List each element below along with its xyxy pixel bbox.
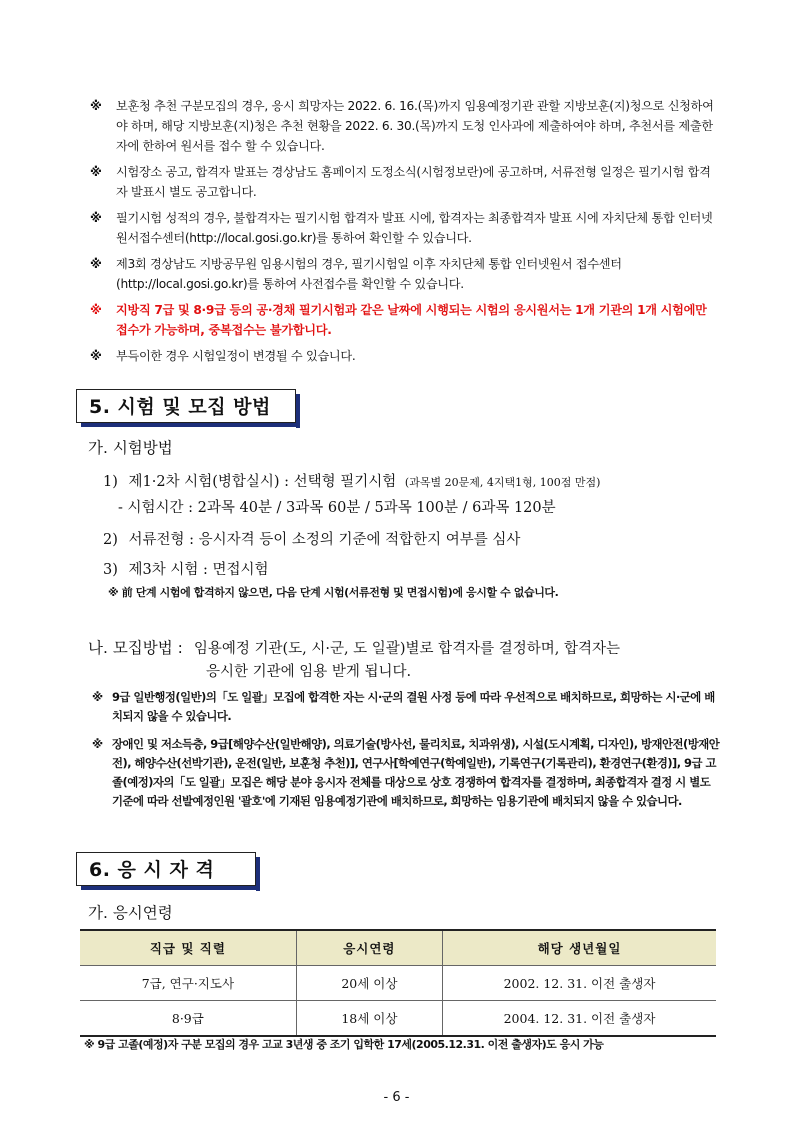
item-detail: (과목별 20문제, 4지택1형, 100점 만점) [404,476,601,489]
note-scores [90,208,720,248]
section-6-heading: 6. 응 시 자 격 [76,852,256,886]
table-cell: 8·9급 [80,1001,296,1037]
exam-item-3 [103,558,269,579]
note-general-admin [92,688,720,726]
item-number: 3) [103,562,118,578]
page-number: - 6 - [383,1090,410,1105]
item-number: 1) [103,474,118,490]
column-header: 직급 및 직렬 [80,930,296,966]
exam-item-2 [103,528,520,549]
note-mark: ※ [90,257,102,271]
recruit-method-line-2: 응시한 기관에 임용 받게 됩니다. [206,664,412,680]
note-text: 장애인 및 저소득층, 9급[해양수산(일반해양), 의료기술(방사선, 물리치료, 치과위생), 시설(도시계획, 디자인), 방재안전(방재안전), 해양수산(선박기관), 운전(일반, 보훈청 추천)], 연구사[학예연구(학예일반), 기록연구(기록관리), 환경연구(환경)], 9급 고졸(예정)자의「도 일괄」모집은 해당 분야 응시자 전체를 대상으로 상호 경쟁하여 합격자를 결정하며, 최종합격자 결정 시 별도 기준에 따라 선발예정인원 '괄호'에 기재된 임용예정기관에 배치하므로, 희망하는 임용기관에 배치되지 않을 수 있습니다. [112,737,720,808]
exam-item-1 [103,470,600,491]
table-cell: 2002. 12. 31. 이전 출생자 [443,966,717,1001]
item-text: 제1·2차 시험(병합실시) : 선택형 필기시험 [128,474,397,490]
note-text: 9급 일반행정(일반)의「도 일괄」모집에 합격한 자는 시·군의 결원 사정 등에 따라 우선적으로 배치하므로, 희망하는 시·군에 배치되지 않을 수 있습니다. [112,690,715,723]
recruit-method-text: 임용예정 기관(도, 시·군, 도 일괄)별로 합격자를 결정하며, 합격자는 [193,641,621,657]
note-mark: ※ [90,303,102,317]
table-row [80,1001,716,1037]
exam-time-line: - 시험시간 : 2과목 40분 / 3과목 60분 / 5과목 100분 / 6과목 120분 [118,500,556,516]
note-mark: ※ [92,737,103,751]
note-mark: ※ [90,211,102,225]
exam-stage-note: ※ 前 단계 시험에 합격하지 않으면, 다음 단계 시험(서류전형 및 면접시험)에 응시할 수 없습니다. [108,586,559,599]
age-table [80,929,716,1037]
table-cell: 18세 이상 [296,1001,442,1037]
item-text: 제3차 시험 : 면접시험 [128,562,269,578]
note-text: 제3회 경상남도 지방공무원 임용시험의 경우, 필기시험일 이후 자치단체 통합 인터넷원서 접수센터(http://local.gosi.go.kr)를 통하여 사전접수를 확인할 수 있습니다. [116,257,622,291]
note-schedule-change [90,346,720,366]
note-mark: ※ [90,349,102,363]
note-mark: ※ [90,165,102,179]
note-text: 시험장소 공고, 합격자 발표는 경상남도 홈페이지 도정소식(시험정보란)에 공고하며, 서류전형 일정은 필기시험 합격자 발표시 별도 공고합니다. [116,165,711,199]
note-text: 지방직 7급 및 8·9급 등의 공·경채 필기시험과 같은 날짜에 시행되는 시험의 응시원서는 1개 기관의 1개 시험에만 접수가 가능하며, 중복접수는 불가합니다. [116,303,707,337]
table-cell: 7급, 연구·지도사 [80,966,296,1001]
notice-list [90,96,720,372]
subheading-exam-method: 가. 시험방법 [88,439,173,457]
note-duplicate-warning [90,300,720,340]
note-venue [90,162,720,202]
note-mark: ※ [92,690,103,704]
note-text: 부득이한 경우 시험일정이 변경될 수 있습니다. [116,349,356,363]
table-cell: 20세 이상 [296,966,442,1001]
column-header: 해당 생년월일 [443,930,717,966]
table-header-row [80,930,716,966]
note-province-bulk [92,735,720,811]
recruit-method-line-1 [88,636,620,658]
section-5-heading: 5. 시험 및 모집 방법 [76,389,296,423]
subheading-age: 가. 응시연령 [88,904,173,922]
item-number: 2) [103,532,118,548]
age-foot-note: ※ 9급 고졸(예정)자 구분 모집의 경우 고교 3년생 중 조기 입학한 17세(2005.12.31. 이전 출생자)도 응시 가능 [84,1038,604,1051]
item-text: 서류전형 : 응시자격 등이 소정의 기준에 적합한지 여부를 심사 [128,532,521,548]
note-text: 필기시험 성적의 경우, 불합격자는 필기시험 합격자 발표 시에, 합격자는 최종합격자 발표 시에 자치단체 통합 인터넷원서접수센터(http://local.gosi.go.kr)를 통하여 확인할 수 있습니다. [116,211,713,245]
note-veterans [90,96,720,156]
table-cell: 2004. 12. 31. 이전 출생자 [443,1001,717,1037]
column-header: 응시연령 [296,930,442,966]
table-row [80,966,716,1001]
subheading-recruit-method: 나. 모집방법 : [88,639,183,657]
note-text: 보훈청 추천 구분모집의 경우, 응시 희망자는 2022. 6. 16.(목)까지 임용예정기관 관할 지방보훈(지)청으로 신청하여야 하며, 해당 지방보훈(지)청은 추천 현황을 2022. 6. 30.(목)까지 도청 인사과에 제출하여야 하며, 추천서를 제출한 자에 한하여 원서를 접수 할 수 있습니다. [116,99,714,153]
note-precheck [90,254,720,294]
note-mark: ※ [90,99,102,113]
